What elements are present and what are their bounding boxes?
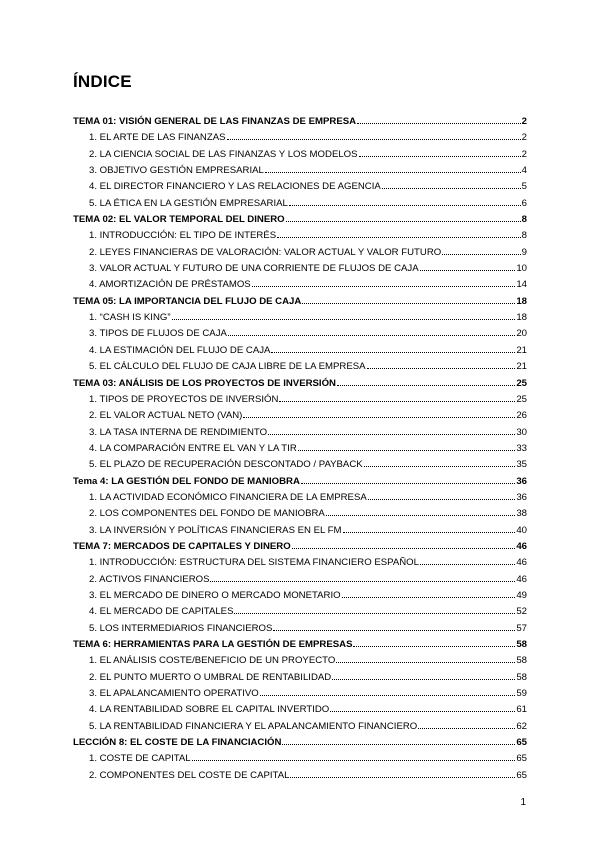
toc-dot-leader — [364, 458, 516, 467]
toc-entry-title: TEMA 03: ANÁLISIS DE LOS PROYECTOS DE INVERSIÓN — [73, 377, 336, 389]
toc-entry-page: 58 — [516, 671, 527, 683]
toc-entry-page: 21 — [516, 344, 527, 356]
toc-dot-leader — [271, 344, 515, 353]
toc-entry-page: 65 — [516, 769, 527, 781]
toc-dot-leader — [336, 654, 515, 663]
toc-entry-page: 8 — [521, 214, 527, 226]
toc-entry-page: 5 — [521, 181, 527, 193]
toc-dot-leader — [210, 573, 515, 582]
toc-section-entry[interactable] — [73, 702, 527, 718]
toc-entry-page: 14 — [516, 279, 527, 291]
toc-section-entry[interactable] — [73, 653, 527, 669]
toc-section-entry[interactable] — [73, 555, 527, 571]
toc-entry-page: 65 — [516, 737, 527, 749]
toc-dot-leader — [282, 736, 515, 745]
toc-entry-page: 62 — [516, 720, 527, 732]
toc-entry-page: 2 — [521, 116, 527, 127]
toc-entry-title: 1. LA ACTIVIDAD ECONÓMICO FINANCIERA DE LA EMPRESA — [89, 491, 367, 503]
toc-entry-title: 2. ACTIVOS FINANCIEROS — [89, 573, 210, 585]
toc-entry-title: 1. TIPOS DE PROYECTOS DE INVERSIÓN — [89, 393, 279, 405]
toc-dot-leader — [367, 360, 516, 369]
toc-dot-leader — [326, 507, 516, 516]
toc-entry-title: 1. COSTE DE CAPITAL — [89, 753, 191, 765]
toc-chapter-entry[interactable] — [73, 539, 527, 555]
toc-entry-title: 3. TIPOS DE FLUJOS DE CAJA — [89, 328, 227, 340]
toc-entry-title: 5. LA ÉTICA EN LA GESTIÓN EMPRESARIAL — [89, 197, 288, 209]
toc-entry-page: 20 — [516, 328, 527, 340]
toc-dot-leader — [265, 164, 521, 173]
toc-dot-leader — [228, 327, 515, 336]
toc-entry-page: 18 — [516, 312, 527, 324]
toc-entry-title: 2. LEYES FINANCIERAS DE VALORACIÓN: VALOR ACTUAL Y VALOR FUTURO — [89, 246, 442, 258]
toc-section-entry[interactable] — [73, 768, 527, 784]
toc-dot-leader — [420, 556, 515, 565]
toc-entry-title: 1. INTRODUCCIÓN: EL TIPO DE INTERÉS — [89, 230, 277, 242]
toc-entry-page: 4 — [521, 165, 527, 177]
toc-section-entry[interactable] — [73, 261, 527, 277]
table-of-contents — [73, 114, 527, 784]
toc-entry-page: 2 — [521, 132, 527, 144]
toc-section-entry[interactable] — [73, 147, 527, 163]
toc-entry-title: 4. EL DIRECTOR FINANCIERO Y LAS RELACIONES DE AGENCIA — [89, 181, 381, 193]
toc-entry-page: 33 — [516, 442, 527, 454]
toc-dot-leader — [337, 377, 515, 386]
toc-entry-title: 4. LA RENTABILIDAD SOBRE EL CAPITAL INVERTIDO — [89, 704, 330, 716]
toc-dot-leader — [330, 703, 515, 712]
toc-entry-title: TEMA 01: VISIÓN GENERAL DE LAS FINANZAS DE EMPRESA — [73, 116, 357, 127]
toc-dot-leader — [286, 213, 521, 222]
toc-entry-title: 4. LA COMPARACIÓN ENTRE EL VAN Y LA TIR — [89, 442, 297, 454]
toc-chapter-entry[interactable] — [73, 735, 527, 751]
toc-section-entry[interactable] — [73, 228, 527, 244]
toc-section-entry[interactable] — [73, 163, 527, 179]
toc-chapter-entry[interactable] — [73, 376, 527, 392]
toc-section-entry[interactable] — [73, 179, 527, 195]
toc-dot-leader — [359, 148, 521, 157]
toc-dot-leader — [290, 769, 515, 778]
toc-section-entry[interactable] — [73, 523, 527, 539]
toc-entry-page: 36 — [516, 491, 527, 503]
toc-dot-leader — [268, 426, 515, 435]
toc-entry-title: 5. LOS INTERMEDIARIOS FINANCIEROS — [89, 622, 273, 634]
toc-entry-page: 59 — [516, 688, 527, 700]
toc-entry-title: 4. AMORTIZACIÓN DE PRÉSTAMOS — [89, 279, 251, 291]
toc-entry-page: 30 — [516, 426, 527, 438]
toc-section-entry[interactable] — [73, 343, 527, 359]
toc-entry-title: 3. LA TASA INTERNA DE RENDIMIENTO — [89, 426, 268, 438]
toc-entry-page: 8 — [521, 230, 527, 242]
toc-dot-leader — [277, 229, 521, 238]
toc-entry-title: 1. “CASH IS KING” — [89, 312, 171, 324]
toc-dot-leader — [418, 720, 515, 729]
toc-section-entry[interactable] — [73, 490, 527, 506]
toc-section-entry[interactable] — [73, 277, 527, 293]
toc-dot-leader — [260, 687, 516, 696]
toc-section-entry[interactable] — [73, 670, 527, 686]
toc-chapter-entry[interactable] — [73, 114, 527, 130]
toc-entry-title: 4. LA ESTIMACIÓN DEL FLUJO DE CAJA — [89, 344, 271, 356]
toc-entry-title: 5. LA RENTABILIDAD FINANCIERA Y EL APALANCAMIENTO FINANCIERO — [89, 720, 418, 732]
toc-entry-page: 46 — [516, 540, 527, 552]
toc-section-entry[interactable] — [73, 245, 527, 261]
toc-section-entry[interactable] — [73, 196, 527, 212]
toc-entry-title: 2. EL VALOR ACTUAL NETO (VAN) — [89, 410, 243, 422]
toc-entry-title: LECCIÓN 8: EL COSTE DE LA FINANCIACIÓN — [73, 737, 282, 749]
toc-section-entry[interactable] — [73, 751, 527, 767]
toc-entry-title: TEMA 05: LA IMPORTANCIA DEL FLUJO DE CAJA — [73, 295, 302, 307]
toc-entry-title: 2. COMPONENTES DEL COSTE DE CAPITAL — [89, 769, 290, 781]
toc-section-entry[interactable] — [73, 408, 527, 424]
toc-dot-leader — [243, 409, 515, 418]
toc-chapter-entry[interactable] — [73, 474, 527, 490]
toc-entry-page: 58 — [516, 655, 527, 667]
toc-entry-title: 4. EL MERCADO DE CAPITALES — [89, 606, 234, 618]
toc-dot-leader — [382, 180, 521, 189]
toc-chapter-entry[interactable] — [73, 294, 527, 310]
toc-entry-title: 3. VALOR ACTUAL Y FUTURO DE UNA CORRIENTE DE FLUJOS DE CAJA — [89, 263, 419, 275]
toc-entry-page: 46 — [516, 573, 527, 585]
toc-chapter-entry[interactable] — [73, 212, 527, 228]
toc-dot-leader — [279, 393, 515, 402]
toc-section-entry[interactable] — [73, 604, 527, 620]
toc-chapter-entry[interactable] — [73, 637, 527, 653]
toc-dot-leader — [342, 589, 516, 598]
toc-entry-title: 5. EL CÁLCULO DEL FLUJO DE CAJA LIBRE DE LA EMPRESA — [89, 361, 366, 373]
toc-dot-leader — [227, 131, 521, 140]
toc-entry-page: 35 — [516, 459, 527, 471]
toc-entry-page: 21 — [516, 361, 527, 373]
toc-entry-title: TEMA 7: MERCADOS DE CAPITALES Y DINERO — [73, 540, 291, 552]
toc-entry-page: 38 — [516, 508, 527, 520]
toc-section-entry[interactable] — [73, 506, 527, 522]
toc-entry-page: 65 — [516, 753, 527, 765]
toc-section-entry[interactable] — [73, 326, 527, 342]
toc-dot-leader — [292, 540, 516, 549]
toc-entry-title: 2. LA CIENCIA SOCIAL DE LAS FINANZAS Y LOS MODELOS — [89, 148, 358, 160]
toc-entry-title: 1. EL ANÁLISIS COSTE/BENEFICIO DE UN PROYECTO — [89, 655, 336, 667]
toc-section-entry[interactable] — [73, 310, 527, 326]
toc-dot-leader — [298, 442, 516, 451]
toc-dot-leader — [420, 262, 516, 271]
toc-entry-title: 3. EL APALANCAMIENTO OPERATIVO — [89, 688, 259, 700]
toc-dot-leader — [442, 246, 520, 255]
toc-entry-title: TEMA 6: HERRAMIENTAS PARA LA GESTIÓN DE EMPRESAS — [73, 639, 353, 650]
toc-entry-page: 40 — [516, 524, 527, 536]
toc-entry-title: 5. EL PLAZO DE RECUPERACIÓN DESCONTADO / PAYBACK — [89, 459, 363, 471]
toc-entry-title: Tema 4: LA GESTIÓN DEL FONDO DE MANIOBRA — [73, 475, 300, 487]
toc-entry-page: 10 — [516, 263, 527, 275]
toc-dot-leader — [343, 524, 516, 533]
toc-entry-title: 1. INTRODUCCIÓN: ESTRUCTURA DEL SISTEMA FINANCIERO ESPAÑOL — [89, 557, 419, 569]
toc-entry-page: 52 — [516, 606, 527, 618]
toc-dot-leader — [353, 638, 515, 647]
toc-dot-leader — [273, 622, 515, 631]
toc-dot-leader — [172, 311, 516, 320]
toc-entry-page: 18 — [516, 295, 527, 307]
toc-entry-page: 25 — [516, 377, 527, 389]
toc-entry-page: 46 — [516, 557, 527, 569]
toc-section-entry[interactable] — [73, 130, 527, 146]
toc-dot-leader — [234, 605, 515, 614]
toc-section-entry[interactable] — [73, 425, 527, 441]
toc-section-entry[interactable] — [73, 719, 527, 735]
toc-entry-page: 49 — [516, 589, 527, 601]
toc-section-entry[interactable] — [73, 588, 527, 604]
toc-dot-leader — [302, 295, 515, 304]
toc-section-entry[interactable] — [73, 441, 527, 457]
toc-entry-page: 36 — [516, 475, 527, 487]
toc-entry-title: 1. EL ARTE DE LAS FINANZAS — [89, 132, 226, 144]
toc-entry-page: 58 — [516, 639, 527, 650]
toc-dot-leader — [301, 475, 515, 484]
page-number: 1 — [520, 797, 526, 808]
toc-entry-title: 3. OBJETIVO GESTIÓN EMPRESARIAL — [89, 165, 264, 177]
toc-section-entry[interactable] — [73, 359, 527, 375]
toc-entry-title: 3. LA INVERSIÓN Y POLÍTICAS FINANCIERAS EN EL FM — [89, 524, 342, 536]
toc-entry-page: 57 — [516, 622, 527, 634]
toc-dot-leader — [289, 197, 521, 206]
toc-entry-page: 2 — [521, 148, 527, 160]
toc-entry-page: 6 — [521, 197, 527, 209]
toc-section-entry[interactable] — [73, 572, 527, 588]
toc-dot-leader — [357, 115, 521, 124]
page-title: ÍNDICE — [73, 72, 132, 91]
toc-dot-leader — [332, 671, 515, 680]
toc-dot-leader — [252, 278, 516, 287]
toc-section-entry[interactable] — [73, 621, 527, 637]
toc-section-entry[interactable] — [73, 392, 527, 408]
toc-dot-leader — [192, 752, 516, 761]
toc-dot-leader — [368, 491, 516, 500]
toc-section-entry[interactable] — [73, 686, 527, 702]
toc-entry-page: 25 — [516, 393, 527, 405]
toc-entry-title: 3. EL MERCADO DE DINERO O MERCADO MONETARIO — [89, 589, 341, 601]
toc-entry-title: 2. LOS COMPONENTES DEL FONDO DE MANIOBRA — [89, 508, 325, 520]
toc-section-entry[interactable] — [73, 457, 527, 473]
toc-entry-page: 61 — [516, 704, 527, 716]
toc-entry-title: TEMA 02: EL VALOR TEMPORAL DEL DINERO — [73, 214, 285, 226]
toc-entry-page: 9 — [521, 246, 527, 258]
toc-entry-title: 2. EL PUNTO MUERTO O UMBRAL DE RENTABILIDAD — [89, 671, 332, 683]
toc-entry-page: 26 — [516, 410, 527, 422]
